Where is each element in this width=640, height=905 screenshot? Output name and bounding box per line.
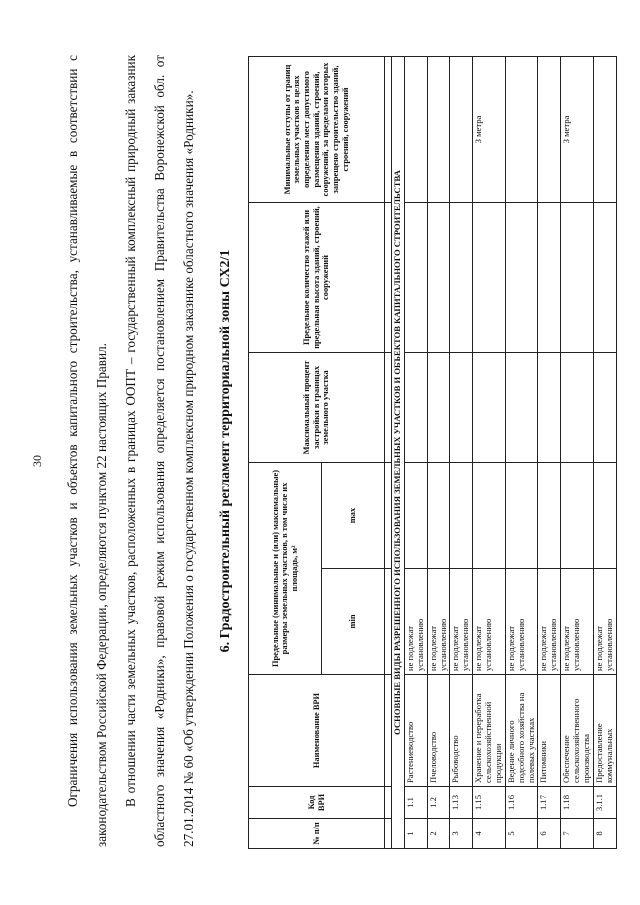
setback-value: 3 метра [561, 57, 594, 203]
section-heading: 6. Градостроительный регламент территориальной зоны СХ2/1 [218, 249, 233, 653]
col-header-min: min [322, 569, 385, 675]
row-code: 1.2 [427, 787, 450, 819]
row-size: не подлежат установлению [505, 569, 538, 675]
row-name: Предоставление коммунальных [593, 675, 616, 787]
table-row [561, 57, 594, 849]
table-row [593, 57, 616, 849]
row-name: Ведение личного подсобного хозяйства на полевых участках [505, 675, 538, 787]
row-name: Растениеводство [404, 675, 427, 787]
row-name: Хранение и переработка сельскохозяйственной продукции [473, 675, 506, 787]
row-code: 1.1 [404, 787, 427, 819]
col-header-percent: Максимальный процент застройки в границах земельного участка [249, 353, 385, 463]
restrictions-text: Ограничения использования земельных участков и объектов капитального строительства, устанавливаемые в соответствии с законодательством Российской Федерации, определяются пунктом 22 настоящих Правил. [65, 55, 109, 847]
table-row [538, 57, 561, 849]
col-header-floors: Предельное количество этажей или предельная высота зданий, строений, сооружений [249, 203, 385, 353]
row-code: 1.13 [450, 787, 473, 819]
row-size: не подлежат установлению [473, 569, 506, 675]
table-row [505, 57, 538, 849]
section-row [392, 57, 405, 849]
row-code: 1.18 [561, 787, 594, 819]
row-num: 3 [450, 819, 473, 849]
table-row [427, 57, 450, 849]
col-header-code: Код ВРИ [249, 787, 385, 819]
row-num: 8 [593, 819, 616, 849]
table-row [404, 57, 427, 849]
col-header-max: max [322, 463, 385, 569]
row-size: не подлежат установлению [427, 569, 450, 675]
row-code: 3.1.1 [593, 787, 616, 819]
row-num: 4 [473, 819, 506, 849]
row-num: 1 [404, 819, 427, 849]
row-num: 6 [538, 819, 561, 849]
regulation-table [248, 56, 617, 849]
row-code: 1.16 [505, 787, 538, 819]
row-num: 2 [427, 819, 450, 849]
row-num: 5 [505, 819, 538, 849]
protected-area-paragraph [116, 55, 203, 847]
protected-area-text: В отношении части земельных участков, расположенных в границах ООПТ – государственный комплексный природный заказник областного значения «Родники», правовой режим использования определяется постановлением Правительства Воронежской обл. от 27.01.2014 № 60 «Об утверждении Положения о государственном комплексном природном заказнике областного значения «Родники». [123, 55, 196, 847]
col-header-num: № п/п [249, 819, 385, 849]
row-num: 7 [561, 819, 594, 849]
row-name: Обеспечение сельскохозяйственного производства [561, 675, 594, 787]
row-size: не подлежат установлению [404, 569, 427, 675]
page-number: 30 [30, 455, 44, 467]
row-size: не подлежат установлению [450, 569, 473, 675]
setback-value: 3 метра [473, 57, 506, 203]
col-header-setbacks: Минимальные отступы от границ земельных участков в целях определения мест допустимого размещения зданий, строений, сооружений, за пределами которых запрещено строительство зданий, строений, сооружений [249, 57, 385, 203]
row-code: 1.15 [473, 787, 506, 819]
row-size: не подлежат установлению [538, 569, 561, 675]
col-header-name: Наименование ВРИ [249, 675, 385, 787]
row-code: 1.17 [538, 787, 561, 819]
restrictions-paragraph [58, 55, 116, 847]
spacer-row [385, 57, 392, 849]
row-name: Рыбоводство [450, 675, 473, 787]
col-header-sizes: Предельные (минимальные и (или) максимальные) размеры земельных участков, в том числе их площадь, м² [249, 463, 322, 675]
section-title: ОСНОВНЫЕ ВИДЫ РАЗРЕШЕННОГО ИСПОЛЬЗОВАНИЯ ЗЕМЕЛЬНЫХ УЧАСТКОВ И ОБЪЕКТОВ КАПИТАЛЬНОГО СТРОИТЕЛЬСТВА [392, 57, 405, 849]
row-name: Пчеловодство [427, 675, 450, 787]
row-name: Питомники [538, 675, 561, 787]
table-header-row [249, 57, 322, 849]
table-row [473, 57, 506, 849]
row-size: не подлежат установлению [561, 569, 594, 675]
table-row [450, 57, 473, 849]
row-size: не подлежат установлению [593, 569, 616, 675]
